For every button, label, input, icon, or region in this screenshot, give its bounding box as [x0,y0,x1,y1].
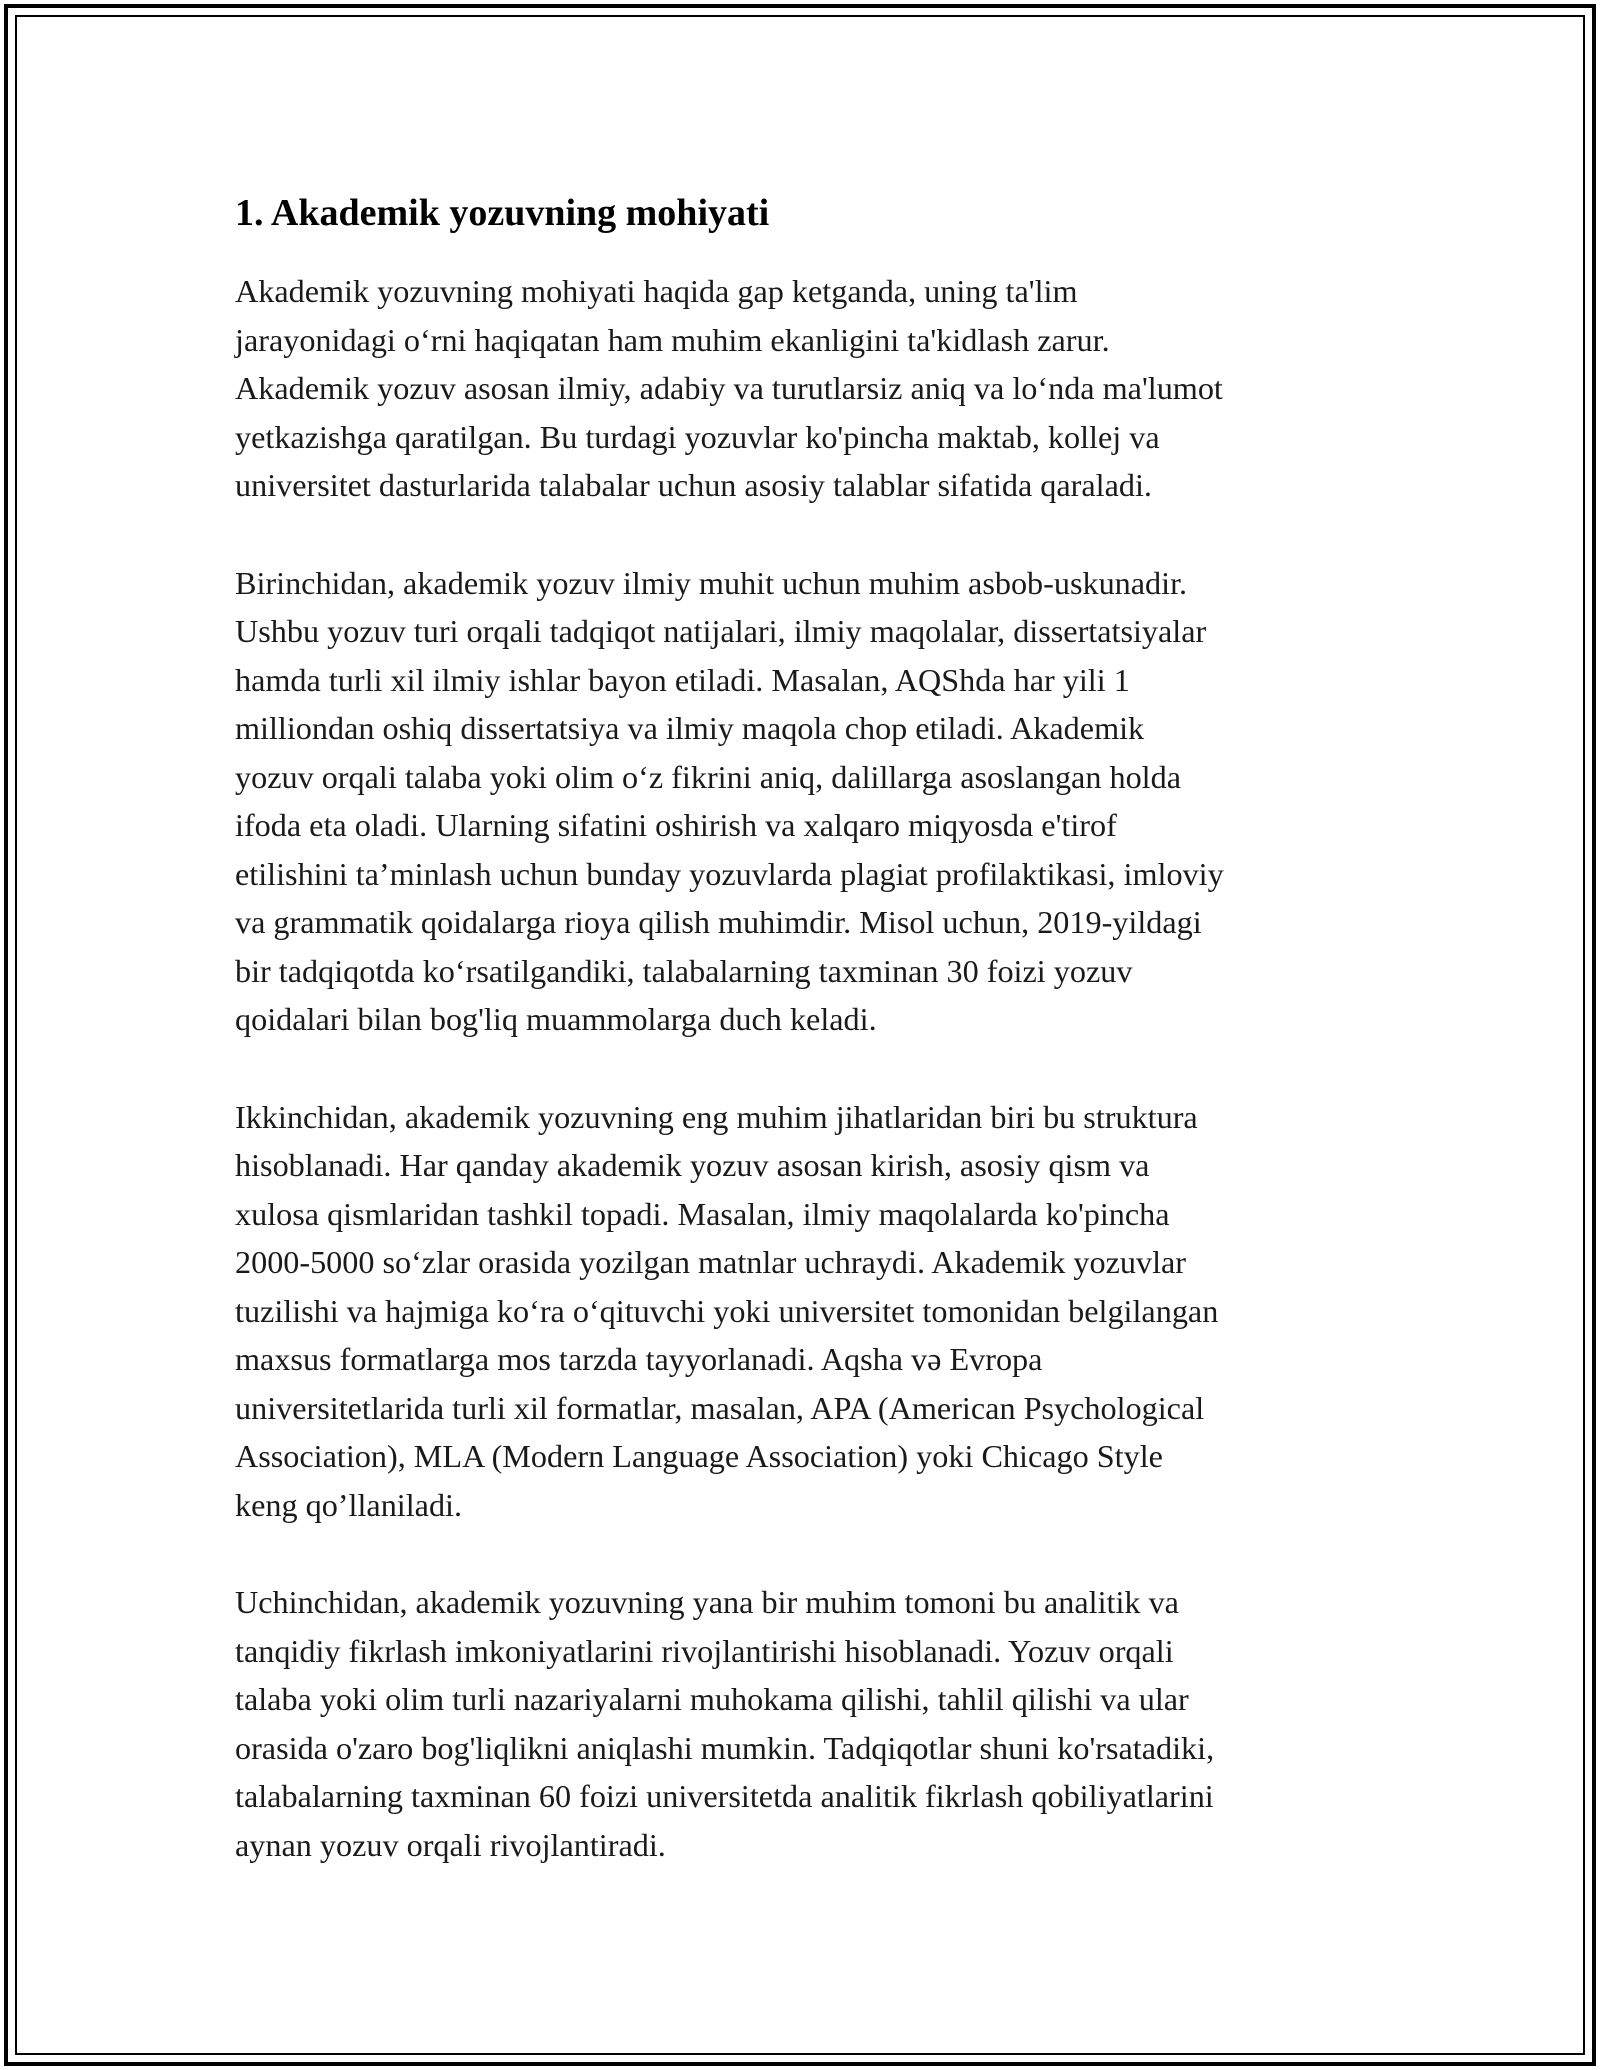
paragraph-first-point: Birinchidan, akademik yozuv ilmiy muhit uchun muhim asbob-uskunadir. Ushbu yozuv turi orqali tadqiqot natijalari, ilmiy maqolalar, dissertatsiyalar hamda turli xil ilmiy ishlar bayon etiladi. Masalan, AQShda har yili 1 milliondan oshiq dissertatsiya va ilmiy maqola chop etiladi. Akademik yozuv orqali talaba yoki olim o‘z fikrini aniq, dalillarga asoslangan holda ifoda eta oladi. Ularning sifatini oshirish va xalqaro miqyosda e'tirof etilishini ta’minlash uchun bunday yozuvlarda plagiat profilaktikasi, imloviy va grammatik qoidalarga rioya qilish muhimdir. Misol uchun, 2019-yildagi bir tadqiqotda ko‘rsatilgandiki, talabalarning taxminan 30 foizi yozuv qoidalari bilan bog'liq muammolarga duch keladi. [235,564,1224,1037]
document-body [235,185,1370,1869]
section-heading: 1. Akademik yozuvning mohiyati [235,192,770,234]
paragraph-third-point: Uchinchidan, akademik yozuvning yana bir muhim tomoni bu analitik va tanqidiy fikrlash imkoniyatlarini rivojlantirishi hisoblanadi. Yozuv orqali talaba yoki olim turli nazariyalarni muhokama qilishi, tahlil qilishi va ular orasida o'zaro bog'liqlikni aniqlashi mumkin. Tadqiqotlar shuni ko'rsatadiki, talabalarning taxminan 60 foizi universitetda analitik fikrlash qobiliyatlarini aynan yozuv orqali rivojlantiradi. [235,1584,1215,1863]
paragraph-second-point: Ikkinchidan, akademik yozuvning eng muhim jihatlaridan biri bu struktura hisoblanadi. Har qanday akademik yozuv asosan kirish, asosiy qism va xulosa qismlaridan tashkil topadi. Masalan, ilmiy maqolalarda ko'pincha 2000-5000 so‘zlar orasida yozilgan matnlar uchraydi. Akademik yozuvlar tuzilishi va hajmiga ko‘ra o‘qituvchi yoki universitet tomonidan belgilangan maxsus formatlarga mos tarzda tayyorlanadi. Aqsha və Evropa universitetlarida turli xil formatlar, masalan, APA (American Psychological Association), MLA (Modern Language Association) yoki Chicago Style keng qo’llaniladi. [235,1098,1219,1523]
paragraph-intro: Akademik yozuvning mohiyati haqida gap ketganda, uning ta'lim jarayonidagi o‘rni haqiqatan ham muhim ekanligini ta'kidlash zarur. Akademik yozuv asosan ilmiy, adabiy va turutlarsiz aniq va lo‘nda ma'lumot yetkazishga qaratilgan. Bu turdagi yozuvlar ko'pincha maktab, kollej va universitet dasturlarida talabalar uchun asosiy talablar sifatida qaraladi. [235,273,1223,503]
